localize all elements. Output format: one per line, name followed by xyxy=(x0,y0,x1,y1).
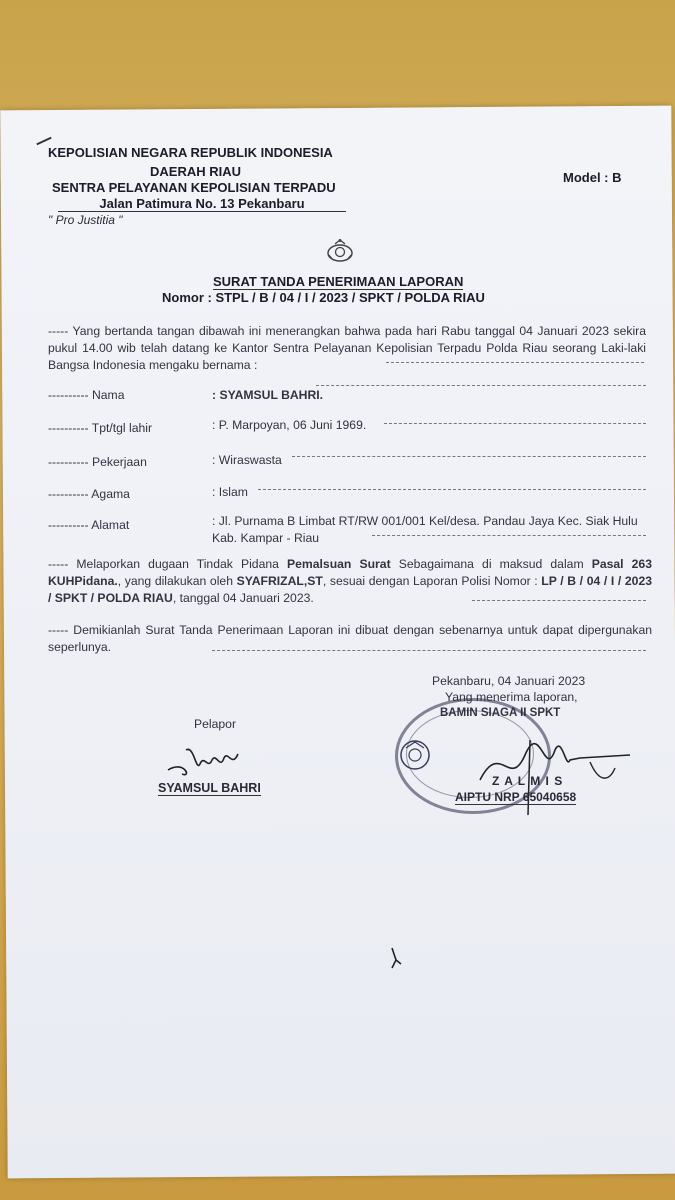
ink-mark-icon xyxy=(388,946,404,970)
report-crime: Pemalsuan Surat xyxy=(287,557,391,571)
field-label-pekerjaan: ---------- Pekerjaan xyxy=(48,455,147,469)
sign-receiver-role: Yang menerima laporan, xyxy=(445,690,578,704)
sign-receiver-unit: BAMIN SIAGA II SPKT xyxy=(440,707,561,719)
field-value-alamat: : Jl. Purnama B Limbat RT/RW 001/001 Kel/desa. Pandau Jaya Kec. Siak Hulu Kab. Kampar - Riau xyxy=(212,514,638,545)
document-number: Nomor : STPL / B / 04 / I / 2023 / SPKT / POLDA RIAU xyxy=(162,290,485,305)
report-text-2: Sebagaimana di maksud dalam xyxy=(390,557,592,571)
field-label-ttl: ---------- Tpt/tgl lahir xyxy=(48,421,153,435)
model-label: Model : B xyxy=(563,170,622,185)
receiver-signature-icon xyxy=(470,720,635,820)
sign-receiver-nrp: AIPTU NRP 65040658 xyxy=(455,790,577,804)
stamp-emblem-icon xyxy=(398,738,432,772)
document-title: SURAT TANDA PENERIMAAN LAPORAN xyxy=(213,274,464,289)
header-institution: KEPOLISIAN NEGARA REPUBLIK INDONESIA xyxy=(48,145,333,160)
pro-justitia: " Pro Justitia " xyxy=(48,213,123,227)
field-dash-ttl xyxy=(384,423,646,424)
field-dash-alamat xyxy=(372,535,646,536)
report-article: Pasal 263 KUHPidana. xyxy=(48,557,652,588)
field-value-ttl: : P. Marpoyan, 06 Juni 1969. xyxy=(212,418,367,432)
sign-receiver-name: Z A L M I S xyxy=(492,774,564,788)
sign-place-date: Pekanbaru, 04 Januari 2023 xyxy=(432,674,586,688)
sign-reporter-name: SYAMSUL BAHRI xyxy=(158,781,261,795)
field-dash-pekerjaan xyxy=(292,456,646,457)
field-value-agama: : Islam xyxy=(212,485,248,499)
report-text-3: , yang dilakukan oleh xyxy=(117,574,237,588)
report-dash-line xyxy=(472,600,646,601)
header-center: SENTRA PELAYANAN KEPOLISIAN TERPADU xyxy=(52,180,336,195)
police-emblem-icon xyxy=(326,238,354,264)
sign-reporter-role: Pelapor xyxy=(194,717,237,731)
report-text-1: ----- Melaporkan dugaan Tindak Pidana xyxy=(48,557,288,571)
intro-paragraph: ----- Yang bertanda tangan dibawah ini menerangkan bahwa pada hari Rabu tanggal 04 Januari 2023 sekira pukul 14.00 wib telah datang ke Kantor Sentra Pelayanan Kepolisian Terpadu Polda Riau seorang Laki-laki Bangsa Indonesia mengaku bernama : xyxy=(48,324,646,372)
intro-dash-line xyxy=(386,362,644,363)
field-dash-agama xyxy=(258,489,646,490)
field-label-nama: ---------- Nama xyxy=(48,388,125,402)
closing-dash-line xyxy=(212,650,646,651)
report-text-5: , tanggal 04 Januari 2023. xyxy=(172,591,314,605)
field-value-pekerjaan: : Wiraswasta xyxy=(212,453,282,467)
header-region: DAERAH RIAU xyxy=(150,164,241,179)
field-label-alamat: ---------- Alamat xyxy=(48,518,130,532)
report-text-4: , sesuai dengan Laporan Polisi Nomor : xyxy=(322,574,542,588)
report-lp-number: LP / B / 04 / I / 2023 / SPKT / POLDA RIAU xyxy=(48,574,652,605)
report-suspect: SYAFRIZAL,ST xyxy=(236,574,323,588)
field-label-agama: ---------- Agama xyxy=(48,487,130,501)
field-dash-nama xyxy=(316,385,646,386)
header-address: Jalan Patimura No. 13 Pekanbaru xyxy=(58,196,346,212)
closing-paragraph: ----- Demikianlah Surat Tanda Penerimaan Laporan ini dibuat dengan sebenarnya untuk dapat dipergunakan seperlunya. xyxy=(48,623,652,654)
field-value-nama: : SYAMSUL BAHRI. xyxy=(212,388,324,402)
reporter-signature-icon xyxy=(164,740,254,782)
